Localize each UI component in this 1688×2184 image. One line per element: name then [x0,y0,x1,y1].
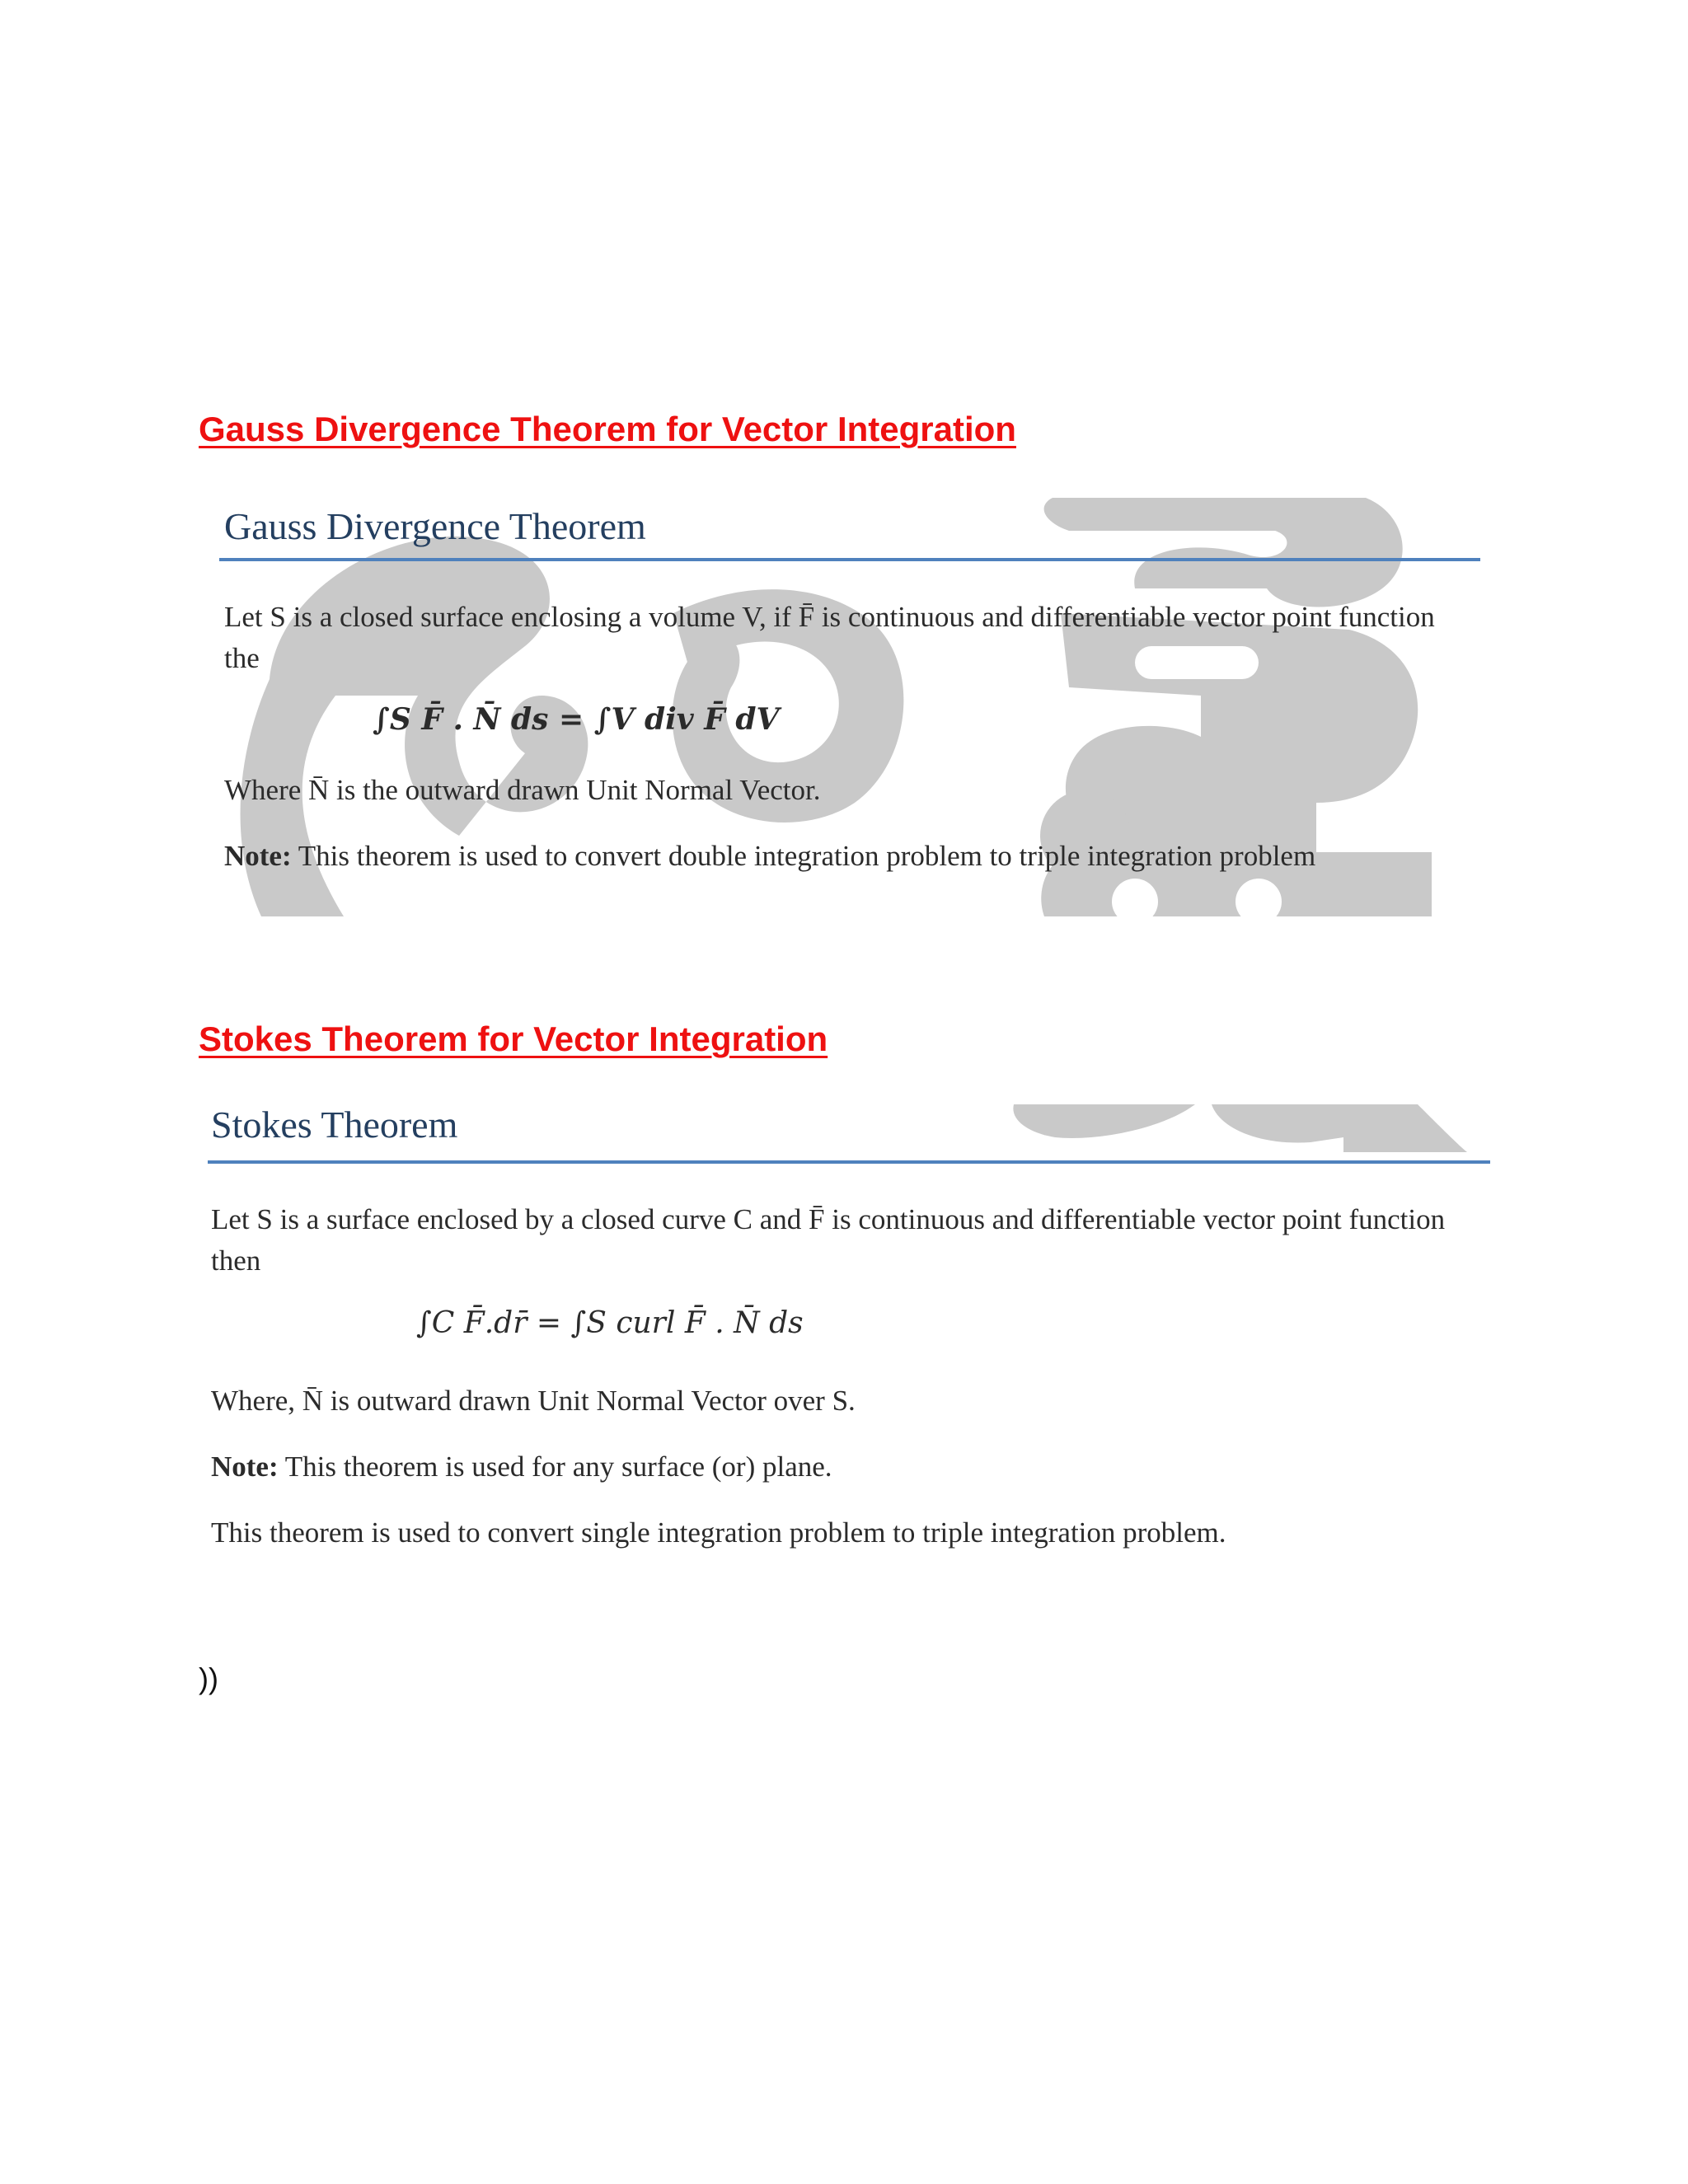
stokes-theorem-panel [198,1096,1500,1558]
gauss-note-text: This theorem is used to convert double integration problem to triple integration problem [298,840,1316,872]
stokes-statement: Let S is a surface enclosed by a closed curve C and F̄ is continuous and differentiable vector point function then [211,1203,1446,1277]
stray-text: )) [199,1661,218,1695]
stokes-where: Where, N̄ is outward drawn Unit Normal Vector over S. [211,1385,856,1417]
stokes-note [211,1446,1489,1488]
gauss-where: Where N̄ is the outward drawn Unit Normal Vector. [224,774,821,806]
stokes-note-text: This theorem is used for any surface (or) plane. [284,1451,832,1483]
stokes-formula: ∫C F̄.dr̄ = ∫S curl F̄ . N̄ ds [416,1306,804,1340]
stokes-section-heading: Stokes Theorem for Vector Integration [199,1019,828,1058]
gauss-formula: ∫S F̄ . N̄ ds = ∫V div F̄ dV [373,702,780,737]
gauss-theorem-panel [212,490,1481,916]
gauss-panel-title: Gauss Divergence Theorem [224,505,646,547]
gauss-section-heading: Gauss Divergence Theorem for Vector Integration [199,410,1016,448]
gauss-title-rule [219,558,1480,561]
stokes-title-rule [208,1160,1490,1164]
gauss-statement: Let S is a closed surface enclosing a volume V, if F̄ is continuous and differentiable vector point function the [224,601,1435,674]
gauss-note-label: Note: [224,840,292,872]
gauss-note [224,836,1477,877]
stokes-note-label: Note: [211,1451,279,1483]
stokes-panel-title: Stokes Theorem [211,1104,458,1146]
stokes-extra-note: This theorem is used to convert single integration problem to triple integration problem. [211,1516,1226,1549]
